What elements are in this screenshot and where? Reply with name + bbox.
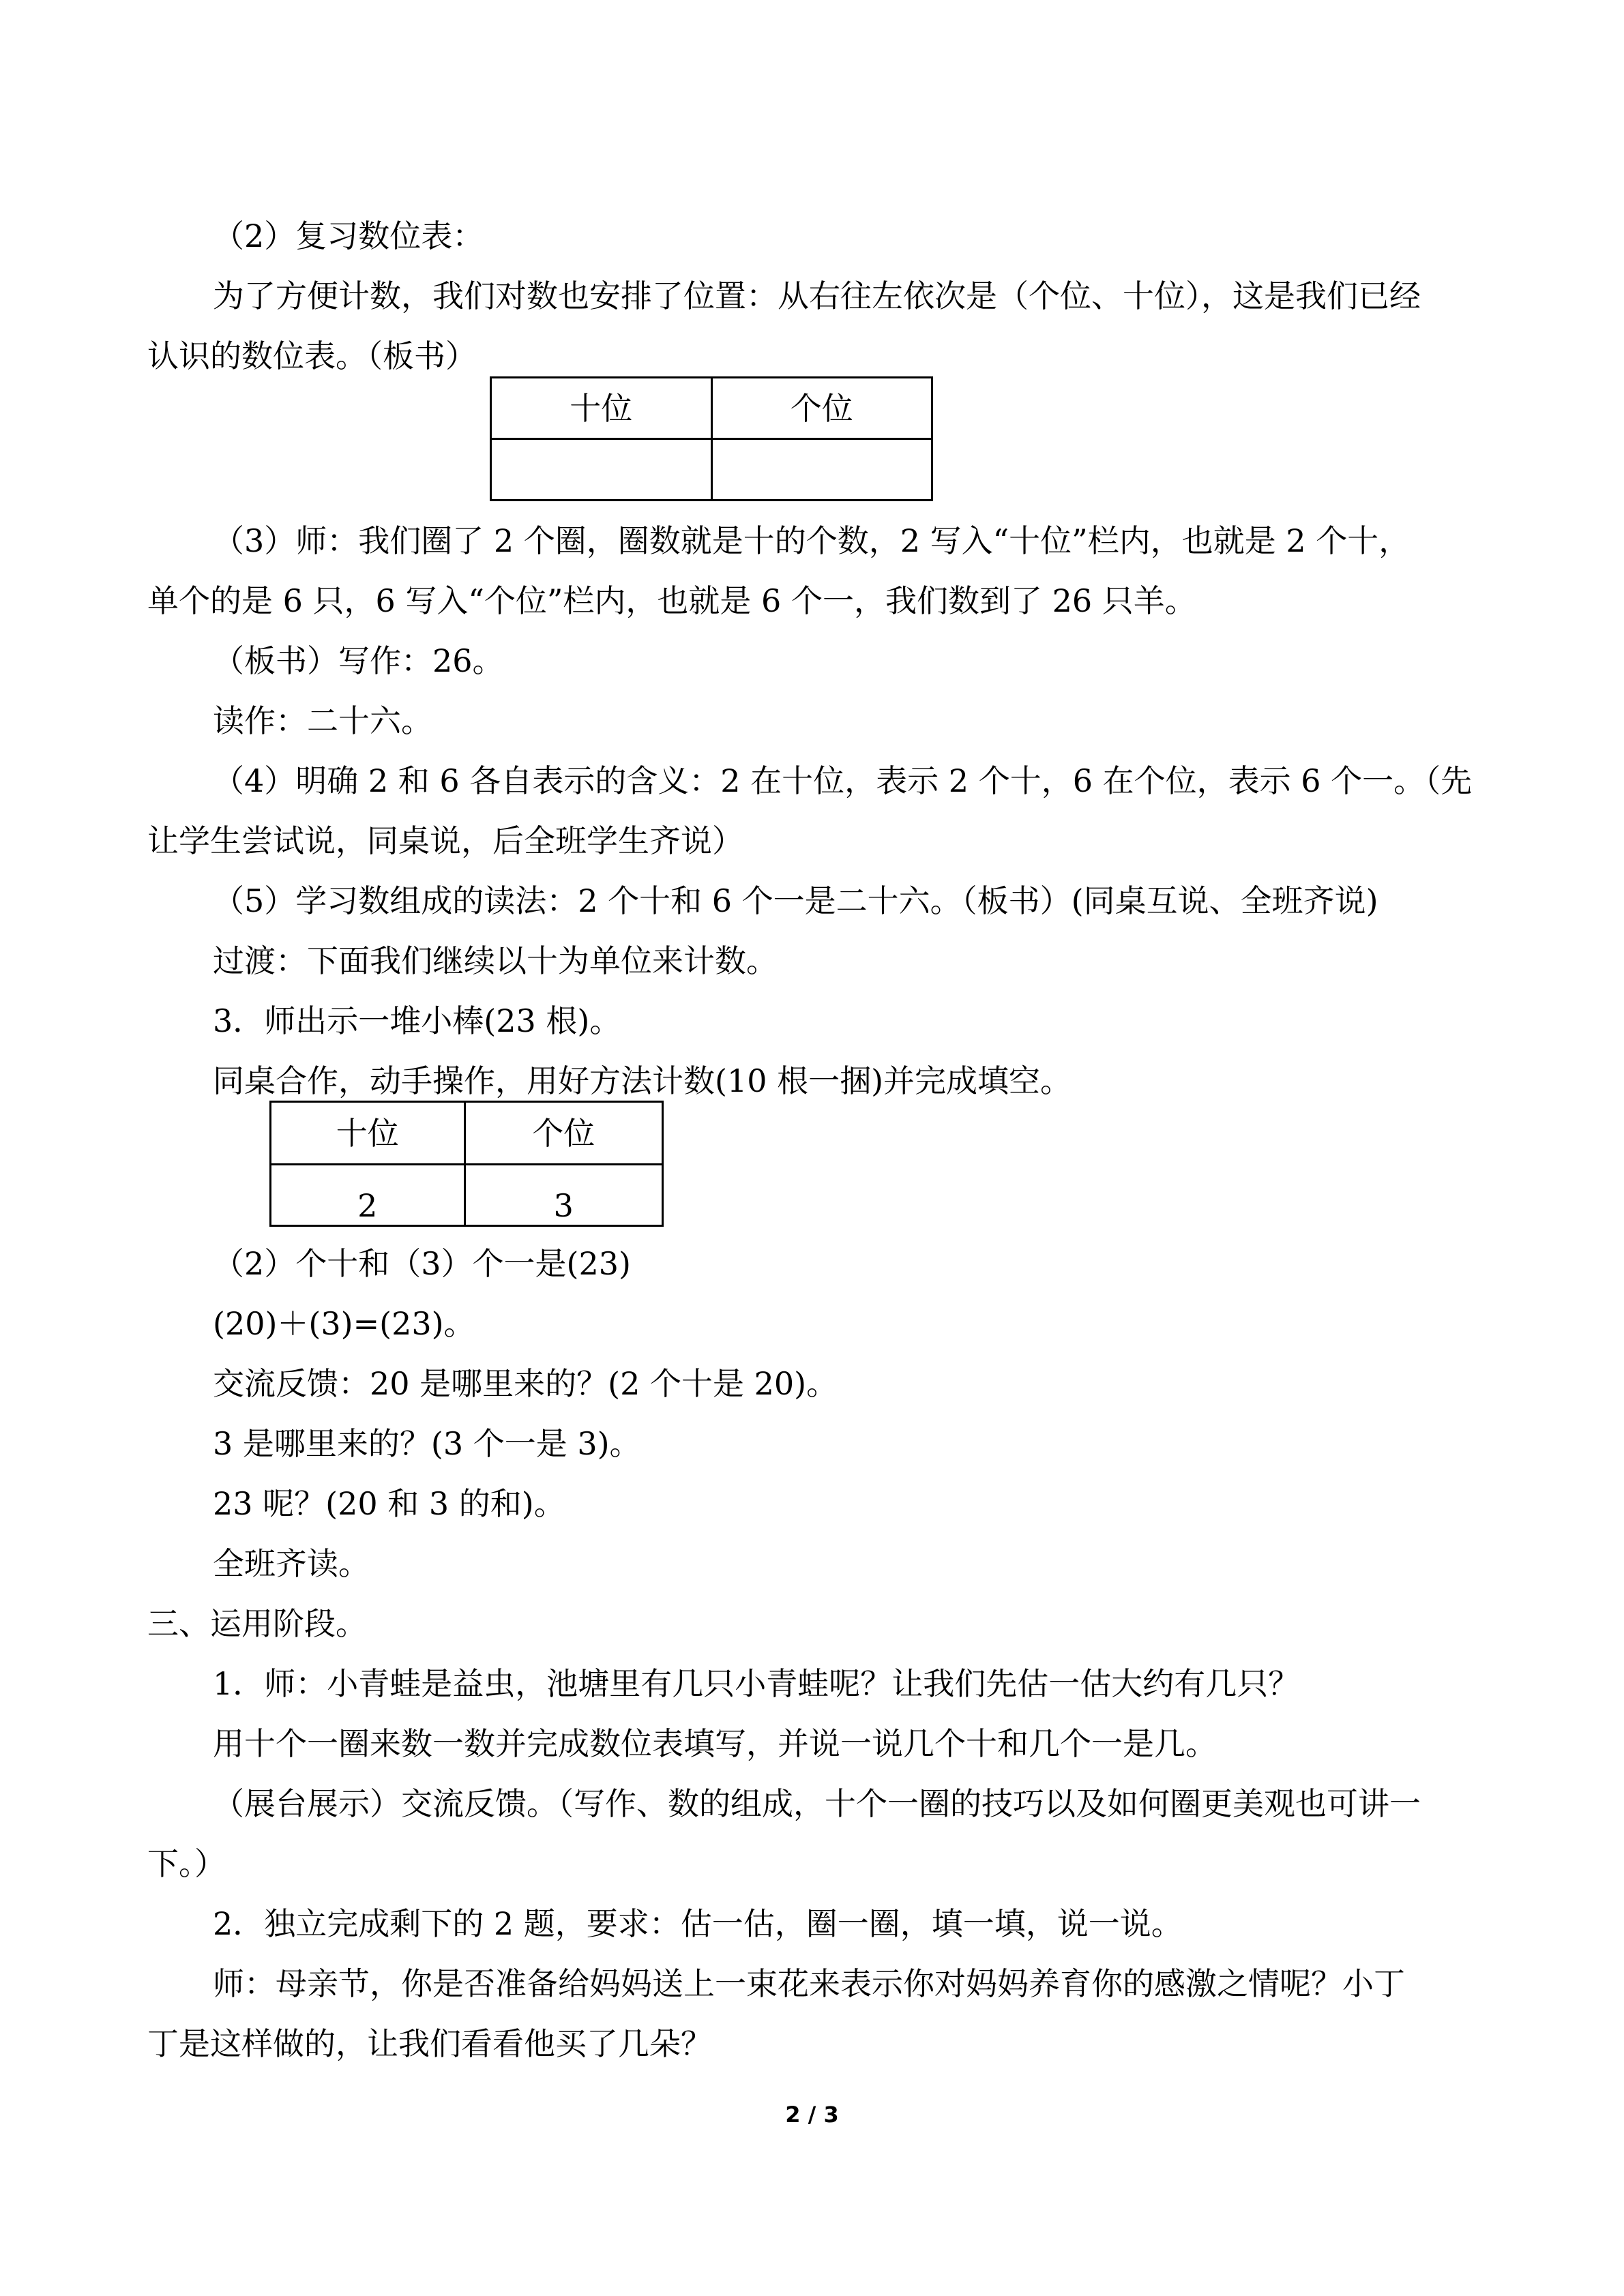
text-line: 3 是哪里来的？(3 个一是 3)。 xyxy=(213,1425,641,1462)
text-line: 为了方便计数，我们对数也安排了位置：从右往左依次是（个位、十位），这是我们已经 xyxy=(213,278,1421,314)
section-heading: 三、运用阶段。 xyxy=(147,1605,367,1642)
text-line: 丁是这样做的，让我们看看他买了几朵？ xyxy=(147,2025,712,2062)
text-line: 下。） xyxy=(147,1845,226,1882)
place-value-table-2 xyxy=(269,1101,664,1227)
text-line: 过渡：下面我们继续以十为单位来计数。 xyxy=(213,942,778,979)
table-cell-ones: 3 xyxy=(464,1165,662,1226)
table-cell-ones xyxy=(711,439,932,501)
text-line: 交流反馈：20 是哪里来的？(2 个十是 20)。 xyxy=(213,1365,838,1402)
table-header-tens: 十位 xyxy=(491,378,712,439)
table-header-ones: 个位 xyxy=(711,378,932,439)
text-line: 读作：二十六。 xyxy=(213,702,432,739)
text-line: 全班齐读。 xyxy=(213,1545,370,1582)
text-line: 23 呢？(20 和 3 的和)。 xyxy=(213,1485,565,1522)
text-line: （2）复习数位表： xyxy=(213,218,484,254)
text-line: （3）师：我们圈了 2 个圈，圈数就是十的个数，2 写入“十位”栏内，也就是 2 个十， xyxy=(213,522,1411,559)
text-line: （2）个十和（3）个一是(23) xyxy=(213,1245,631,1282)
table-cell-tens: 2 xyxy=(271,1165,465,1226)
text-line: （4）明确 2 和 6 各自表示的含义：2 在十位，表示 2 个十，6 在个位，表示 6 个一。（先 xyxy=(213,762,1473,799)
text-line: （板书）写作：26。 xyxy=(213,642,504,679)
table-header-ones: 个位 xyxy=(464,1102,662,1165)
text-line: 同桌合作，动手操作，用好方法计数(10 根一捆)并完成填空。 xyxy=(213,1062,1072,1099)
table-cell-tens xyxy=(491,439,712,501)
text-line: (20)＋(3)=(23)。 xyxy=(213,1305,475,1342)
table-header-tens: 十位 xyxy=(271,1102,465,1165)
text-line: 师：母亲节，你是否准备给妈妈送上一束花来表示你对妈妈养育你的感激之情呢？小丁 xyxy=(213,1965,1405,2002)
page-number: 2 / 3 xyxy=(785,2102,839,2128)
text-line: 2．独立完成剩下的 2 题，要求：估一估，圈一圈，填一填，说一说。 xyxy=(213,1905,1183,1942)
text-line: 1．师：小青蛙是益虫，池塘里有几只小青蛙呢？让我们先估一估大约有几只？ xyxy=(213,1665,1300,1702)
text-line: 用十个一圈来数一数并完成数位表填写，并说一说几个十和几个一是几。 xyxy=(213,1725,1217,1762)
text-line: 认识的数位表。（板书） xyxy=(147,338,477,374)
text-line: 单个的是 6 只，6 写入“个位”栏内，也就是 6 个一，我们数到了 26 只羊。 xyxy=(147,582,1196,619)
text-line: 3．师出示一堆小棒(23 根)。 xyxy=(213,1002,621,1039)
text-line: （展台展示）交流反馈。（写作、数的组成，十个一圈的技巧以及如何圈更美观也可讲一 xyxy=(213,1785,1421,1822)
text-line: （5）学习数组成的读法：2 个十和 6 个一是二十六。（板书）(同桌互说、全班齐说) xyxy=(213,882,1378,919)
place-value-table-1 xyxy=(490,376,933,501)
text-line: 让学生尝试说，同桌说，后全班学生齐说） xyxy=(147,822,743,859)
